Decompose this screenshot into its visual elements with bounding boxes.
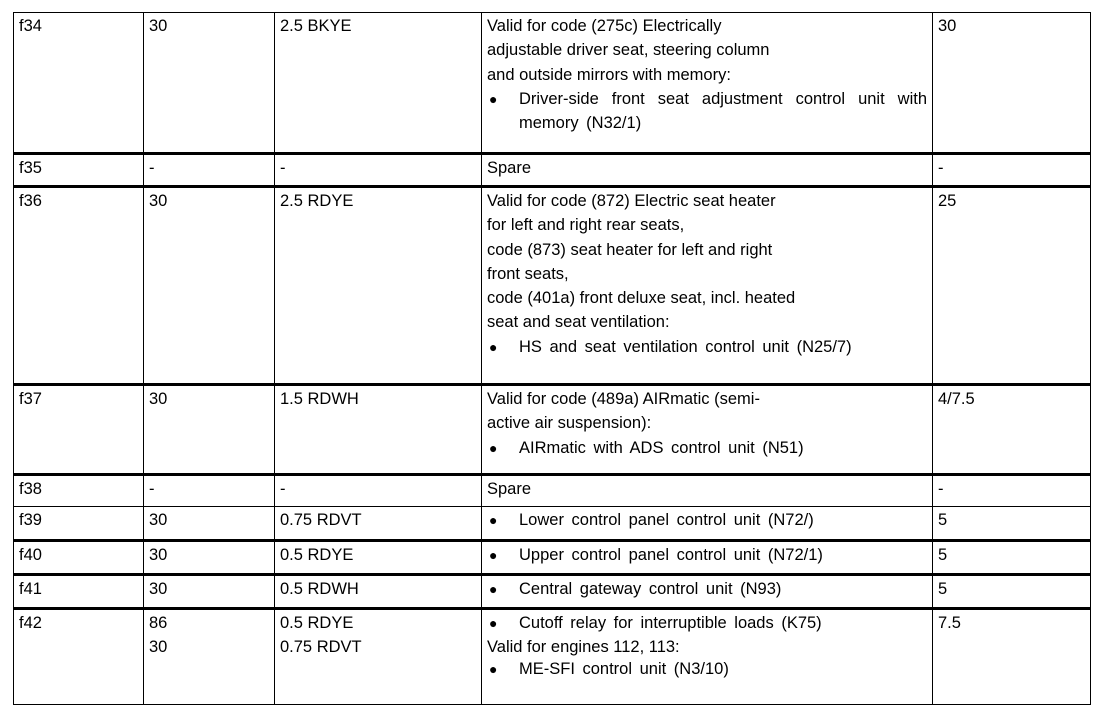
description-line: code (401a) front deluxe seat, incl. heated [487, 289, 796, 308]
description-cell [482, 154, 933, 187]
description-line: Valid for code (275c) Electrically [487, 17, 722, 35]
bullet-text: Upper control panel control unit (N72/1) [519, 546, 823, 564]
amperage-cell: 30 [933, 13, 1091, 154]
amperage-cell: 5 [933, 541, 1091, 575]
description-line: Valid for code (872) Electric seat heater [487, 192, 776, 210]
table-row [14, 187, 1091, 385]
description-line: Spare [487, 159, 532, 177]
wire-cell: 1.5 RDWH [275, 385, 482, 475]
wire-cell [275, 609, 482, 705]
description-line: for left and right rear seats, [487, 216, 685, 235]
bullet-text: Central gateway control unit (N93) [519, 580, 782, 598]
fuse-id-cell: f35 [14, 154, 144, 187]
description-cell [482, 575, 933, 609]
description-cell [482, 187, 933, 385]
terminal-cell: 30 [144, 187, 275, 385]
amperage-cell: 7.5 [933, 609, 1091, 705]
wire-value: 0.75 RDVT [280, 638, 362, 657]
amperage-cell: - [933, 475, 1091, 507]
bullet-dot-icon: ● [489, 661, 498, 678]
wire-cell: 0.5 RDWH [275, 575, 482, 609]
description-line: adjustable driver seat, steering column [487, 41, 770, 60]
wire-cell: 2.5 RDYE [275, 187, 482, 385]
bullet-dot-icon: ● [489, 512, 498, 528]
fuse-id-cell: f36 [14, 187, 144, 385]
bullet-item [487, 577, 927, 601]
description-line: Valid for code (489a) AIRmatic (semi- [487, 390, 760, 408]
terminal-value: 86 [149, 614, 168, 632]
amperage-cell: 25 [933, 187, 1091, 385]
bullet-text: HS and seat ventilation control unit (N25/7) [519, 337, 852, 356]
amperage-cell: - [933, 154, 1091, 187]
description-cell [482, 385, 933, 475]
fuse-id-cell: f40 [14, 541, 144, 575]
terminal-cell [144, 609, 275, 705]
bullet-item [487, 436, 927, 460]
bullet-item [487, 658, 927, 680]
fuse-id-cell: f34 [14, 13, 144, 154]
terminal-cell: 30 [144, 541, 275, 575]
fuse-id-cell: f37 [14, 385, 144, 475]
bullet-item [487, 611, 927, 635]
wire-cell: - [275, 154, 482, 187]
bullet-text: ME-SFI control unit (N3/10) [519, 660, 729, 679]
table-row [14, 154, 1091, 187]
fuse-table [13, 12, 1091, 705]
table-row [14, 13, 1091, 154]
terminal-cell: 30 [144, 385, 275, 475]
terminal-cell: 30 [144, 575, 275, 609]
bullet-text: Cutoff relay for interruptible loads (K75) [519, 614, 822, 632]
bullet-dot-icon: ● [489, 90, 498, 107]
description-cell [482, 13, 933, 154]
fuse-id-cell: f41 [14, 575, 144, 609]
description-line: active air suspension): [487, 414, 652, 433]
description-line: code (873) seat heater for left and right [487, 240, 773, 259]
description-line: front seats, [487, 264, 569, 283]
table-row [14, 609, 1091, 705]
bullet-text: Lower control panel control unit (N72/) [519, 511, 814, 529]
wire-cell: - [275, 475, 482, 507]
terminal-cell: 30 [144, 13, 275, 154]
amperage-cell: 4/7.5 [933, 385, 1091, 475]
amperage-cell: 5 [933, 507, 1091, 541]
bullet-dot-icon: ● [489, 439, 498, 456]
bullet-item [487, 508, 927, 532]
bullet-dot-icon: ● [489, 338, 498, 355]
description-line: Spare [487, 480, 532, 498]
terminal-cell: - [144, 475, 275, 507]
description-line: Valid for engines 112, 113: [487, 638, 680, 657]
bullet-item [487, 543, 927, 567]
terminal-cell: 30 [144, 507, 275, 541]
table-row [14, 385, 1091, 475]
description-cell [482, 609, 933, 705]
bullet-dot-icon: ● [489, 615, 498, 631]
table-row [14, 575, 1091, 609]
description-cell [482, 475, 933, 507]
terminal-value: 30 [149, 638, 168, 657]
description-cell [482, 541, 933, 575]
wire-cell: 0.5 RDYE [275, 541, 482, 575]
description-line: seat and seat ventilation: [487, 313, 670, 332]
fuse-id-cell: f42 [14, 609, 144, 705]
wire-cell: 0.75 RDVT [275, 507, 482, 541]
bullet-text: AIRmatic with ADS control unit (N51) [519, 438, 804, 457]
description-cell [482, 507, 933, 541]
bullet-dot-icon: ● [489, 547, 498, 563]
fuse-id-cell: f39 [14, 507, 144, 541]
bullet-text: Driver-side front seat adjustment control unit with memory (N32/1) [519, 89, 927, 133]
table-row [14, 475, 1091, 507]
wire-cell: 2.5 BKYE [275, 13, 482, 154]
fuse-id-cell: f38 [14, 475, 144, 507]
terminal-cell: - [144, 154, 275, 187]
bullet-item [487, 335, 927, 359]
bullet-dot-icon: ● [489, 581, 498, 597]
amperage-cell: 5 [933, 575, 1091, 609]
table-row [14, 507, 1091, 541]
bullet-item [487, 87, 927, 136]
description-line: and outside mirrors with memory: [487, 65, 731, 84]
table-row [14, 541, 1091, 575]
wire-value: 0.5 RDYE [280, 614, 354, 632]
